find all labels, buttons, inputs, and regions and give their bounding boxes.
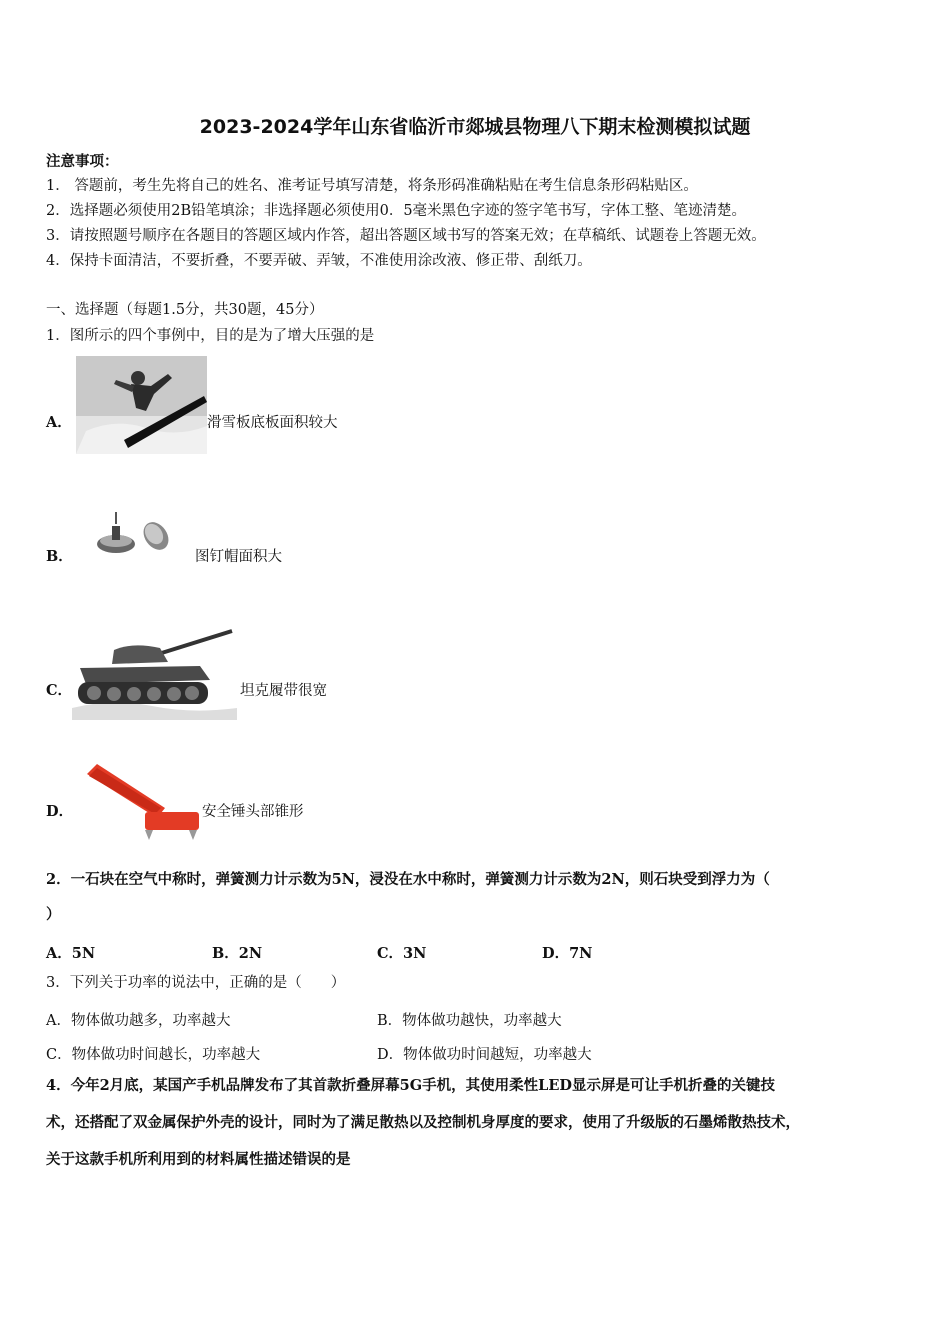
notes-heading: 注意事项： — [46, 153, 119, 170]
question-4-stem-cont: 术，还搭配了双金属保护外壳的设计，同时为了满足散热以及控制机身厚度的要求，使用了升级版的石墨烯散热技术， — [46, 1114, 800, 1131]
q1-option-d-letter: D． — [46, 803, 74, 820]
exam-title: 2023-2024学年山东省临沂市郯城县物理八下期末检测模拟试题 — [199, 116, 751, 138]
q1-option-b-text: 图钉帽面积大 — [195, 549, 282, 565]
note-item: 3．请按照题号顺序在各题目的答题区域内作答，超出答题区域书写的答案无效；在草稿纸、试题卷上答题无效。 — [46, 228, 766, 244]
question-2-stem: 2．一石块在空气中称时，弹簧测力计示数为5N，浸没在水中称时，弹簧测力计示数为2N，则石块受到浮力为（ — [46, 871, 770, 888]
q1-option-a-letter: A． — [46, 414, 72, 431]
snowboarder-image — [76, 356, 207, 454]
q1-option-d-text: 安全锤头部锥形 — [202, 804, 304, 820]
q3-option-a: A．物体做功越多，功率越大 — [46, 1013, 231, 1029]
q1-option-b-letter: B． — [46, 548, 73, 565]
q2-option-b: B．2N — [212, 945, 263, 962]
q1-option-a-text: 滑雪板底板面积较大 — [207, 415, 338, 431]
note-item: 1． 答题前，考生先将自己的姓名、准考证号填写清楚，将条形码准确粘贴在考生信息条形码粘贴区。 — [46, 178, 698, 194]
question-2-stem-cont: ） — [46, 906, 61, 923]
thumbtack-image — [96, 510, 180, 560]
question-4-stem: 4．今年2月底，某国产手机品牌发布了其首款折叠屏幕5G手机，其使用柔性LED显示屏是可让手机折叠的关键技 — [46, 1077, 775, 1094]
question-1-stem: 1．图所示的四个事例中，目的是为了增大压强的是 — [46, 328, 375, 344]
note-item: 2．选择题必须使用2B铅笔填涂；非选择题必须使用0．5毫米黑色字迹的签字笔书写，字体工整、笔迹清楚。 — [46, 203, 747, 219]
q1-option-c-letter: C． — [46, 682, 73, 699]
question-3-stem: 3．下列关于功率的说法中，正确的是（ ） — [46, 975, 346, 991]
note-item: 4．保持卡面清洁，不要折叠，不要弄破、弄皱，不准使用涂改液、修正带、刮纸刀。 — [46, 253, 592, 269]
q3-option-c: C．物体做功时间越长，功率越大 — [46, 1047, 261, 1063]
tank-image — [72, 628, 237, 720]
q1-option-c-text: 坦克履带很宽 — [240, 683, 327, 699]
q3-option-d: D．物体做功时间越短，功率越大 — [377, 1047, 592, 1063]
section-heading: 一、选择题（每题1.5分，共30题，45分） — [46, 302, 324, 318]
question-4-stem-cont: 关于这款手机所利用到的材料属性描述错误的是 — [46, 1151, 351, 1168]
q3-option-b: B．物体做功越快，功率越大 — [377, 1013, 562, 1029]
q2-option-c: C．3N — [377, 945, 427, 962]
q2-option-a: A．5N — [46, 945, 96, 962]
safety-hammer-image — [85, 762, 203, 842]
q2-option-d: D．7N — [542, 945, 593, 962]
